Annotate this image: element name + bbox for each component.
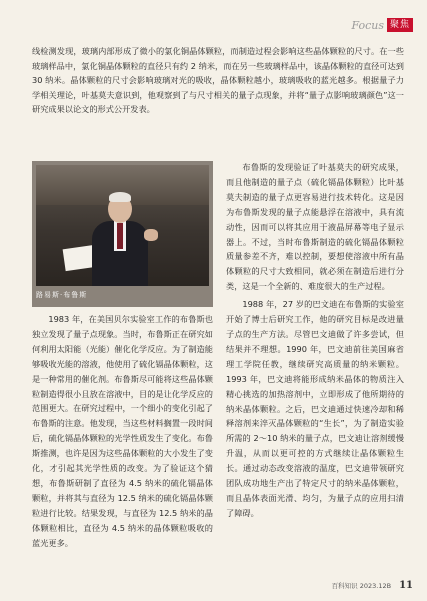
page-footer [332,580,413,591]
left-column [32,312,213,551]
left-paragraph: 1983 年，在美国贝尔实验室工作的布鲁斯也独立发现了量子点现象。当时，布鲁斯正在研究如何利用太阳能（光能）催化化学反应。为了制造能够吸收光能的溶液，他使用了硫化镉晶体颗粒，这是一种常用的催化剂。布鲁斯尽可能将这些晶体颗粒制造得很小且放在溶液中，目的是让化学反应的范围更大。在研究过程中，一个细小的变化引起了布鲁斯的注意。他发现，当这些材料搁置一段时间后，硫化镉晶体颗粒的光学性质发生了变化。布鲁斯推测，也许是因为这些晶体颗粒的大小发生了变化，才引起其光学性质的改变。为了验证这个猜想，布鲁斯研制了直径为 4.5 纳米的硫化镉晶体颗粒，并将其与直径为 12.5 纳米的硫化镉晶体颗粒进行比较。结果发现，与直径为 12.5 纳米的晶体颗粒相比，直径为 4.5 纳米的晶体颗粒吸收的蓝光更多。 [32,314,213,548]
section-header [351,18,413,32]
page-number: 11 [399,580,413,591]
lead-paragraph: 线检测发现，玻璃内部形成了微小的氯化铜晶体颗粒，而制造过程会影响这些晶体颗粒的尺寸。在一些玻璃样品中，氯化铜晶体颗粒的直径只有约 2 纳米，而在另一些玻璃样品中，该晶体颗粒的直径可达到 30 纳米。晶体颗粒的尺寸会影响玻璃对光的吸收，晶体颗粒越小，玻璃吸收的蓝光越多。根据量子力学相关理论，叶基莫夫意识到，他观察到了与尺寸相关的量子点现象，并将“量子点影响玻璃颜色”这一研究成果以论文的形式公开发表。 [32,46,404,114]
focus-label: Focus [351,18,384,32]
portrait-photo [36,165,209,286]
magazine-issue: 百科知识 2023.12B [331,582,392,590]
section-badge: 聚焦 [387,18,413,32]
right-paragraph-1: 布鲁斯的发现验证了叶基莫夫的研究成果，而且他制造的量子点（硫化镉晶体颗粒）比叶基莫夫制造的量子点更容易进行技术转化。这是因为布鲁斯发现的量子点能悬浮在溶液中，具有流动性，因而可以将其应用于液晶屏幕等电子显示器上。不过，当时布鲁斯制造的硫化镉晶体颗粒质量参差不齐，难以控制，要想使溶液中所有晶体颗粒的尺寸大致相同，就必须在制造后进行分类，这是一个全新的、难度很大的生产过程。 [226,162,404,292]
photo-caption: 路易斯·布鲁斯 [36,291,88,299]
right-column [226,160,404,521]
photo-figure [32,161,213,307]
right-paragraph-2: 1988 年，27 岁的巴文迪在布鲁斯的实验室开始了博士后研究工作，他的研究目标是改进量子点的生产方法。尽管巴文迪做了许多尝试，但结果并不理想。1990 年，巴文迪前往美国麻省理工学院任教，继续研究高质量的纳米颗粒。1993 年，巴文迪将能形成纳米晶体的物质注入精心挑选的加热溶剂中，立即形成了他所期待的纳米晶体颗粒。之后，巴文迪通过快速冷却和稀释溶剂来淬灭晶体颗粒的“生长”，为了制造实验所需的 2～10 纳米的量子点，巴文迪让溶剂缓慢升温，从而以更可控的方式继续让晶体颗粒生长。通过动态改变溶液的温度，巴文迪带领研究团队成功地生产出了特定尺寸的纳米晶体颗粒，而且晶体表面光滑、均匀，为量子点的应用扫清了障碍。 [226,299,404,518]
